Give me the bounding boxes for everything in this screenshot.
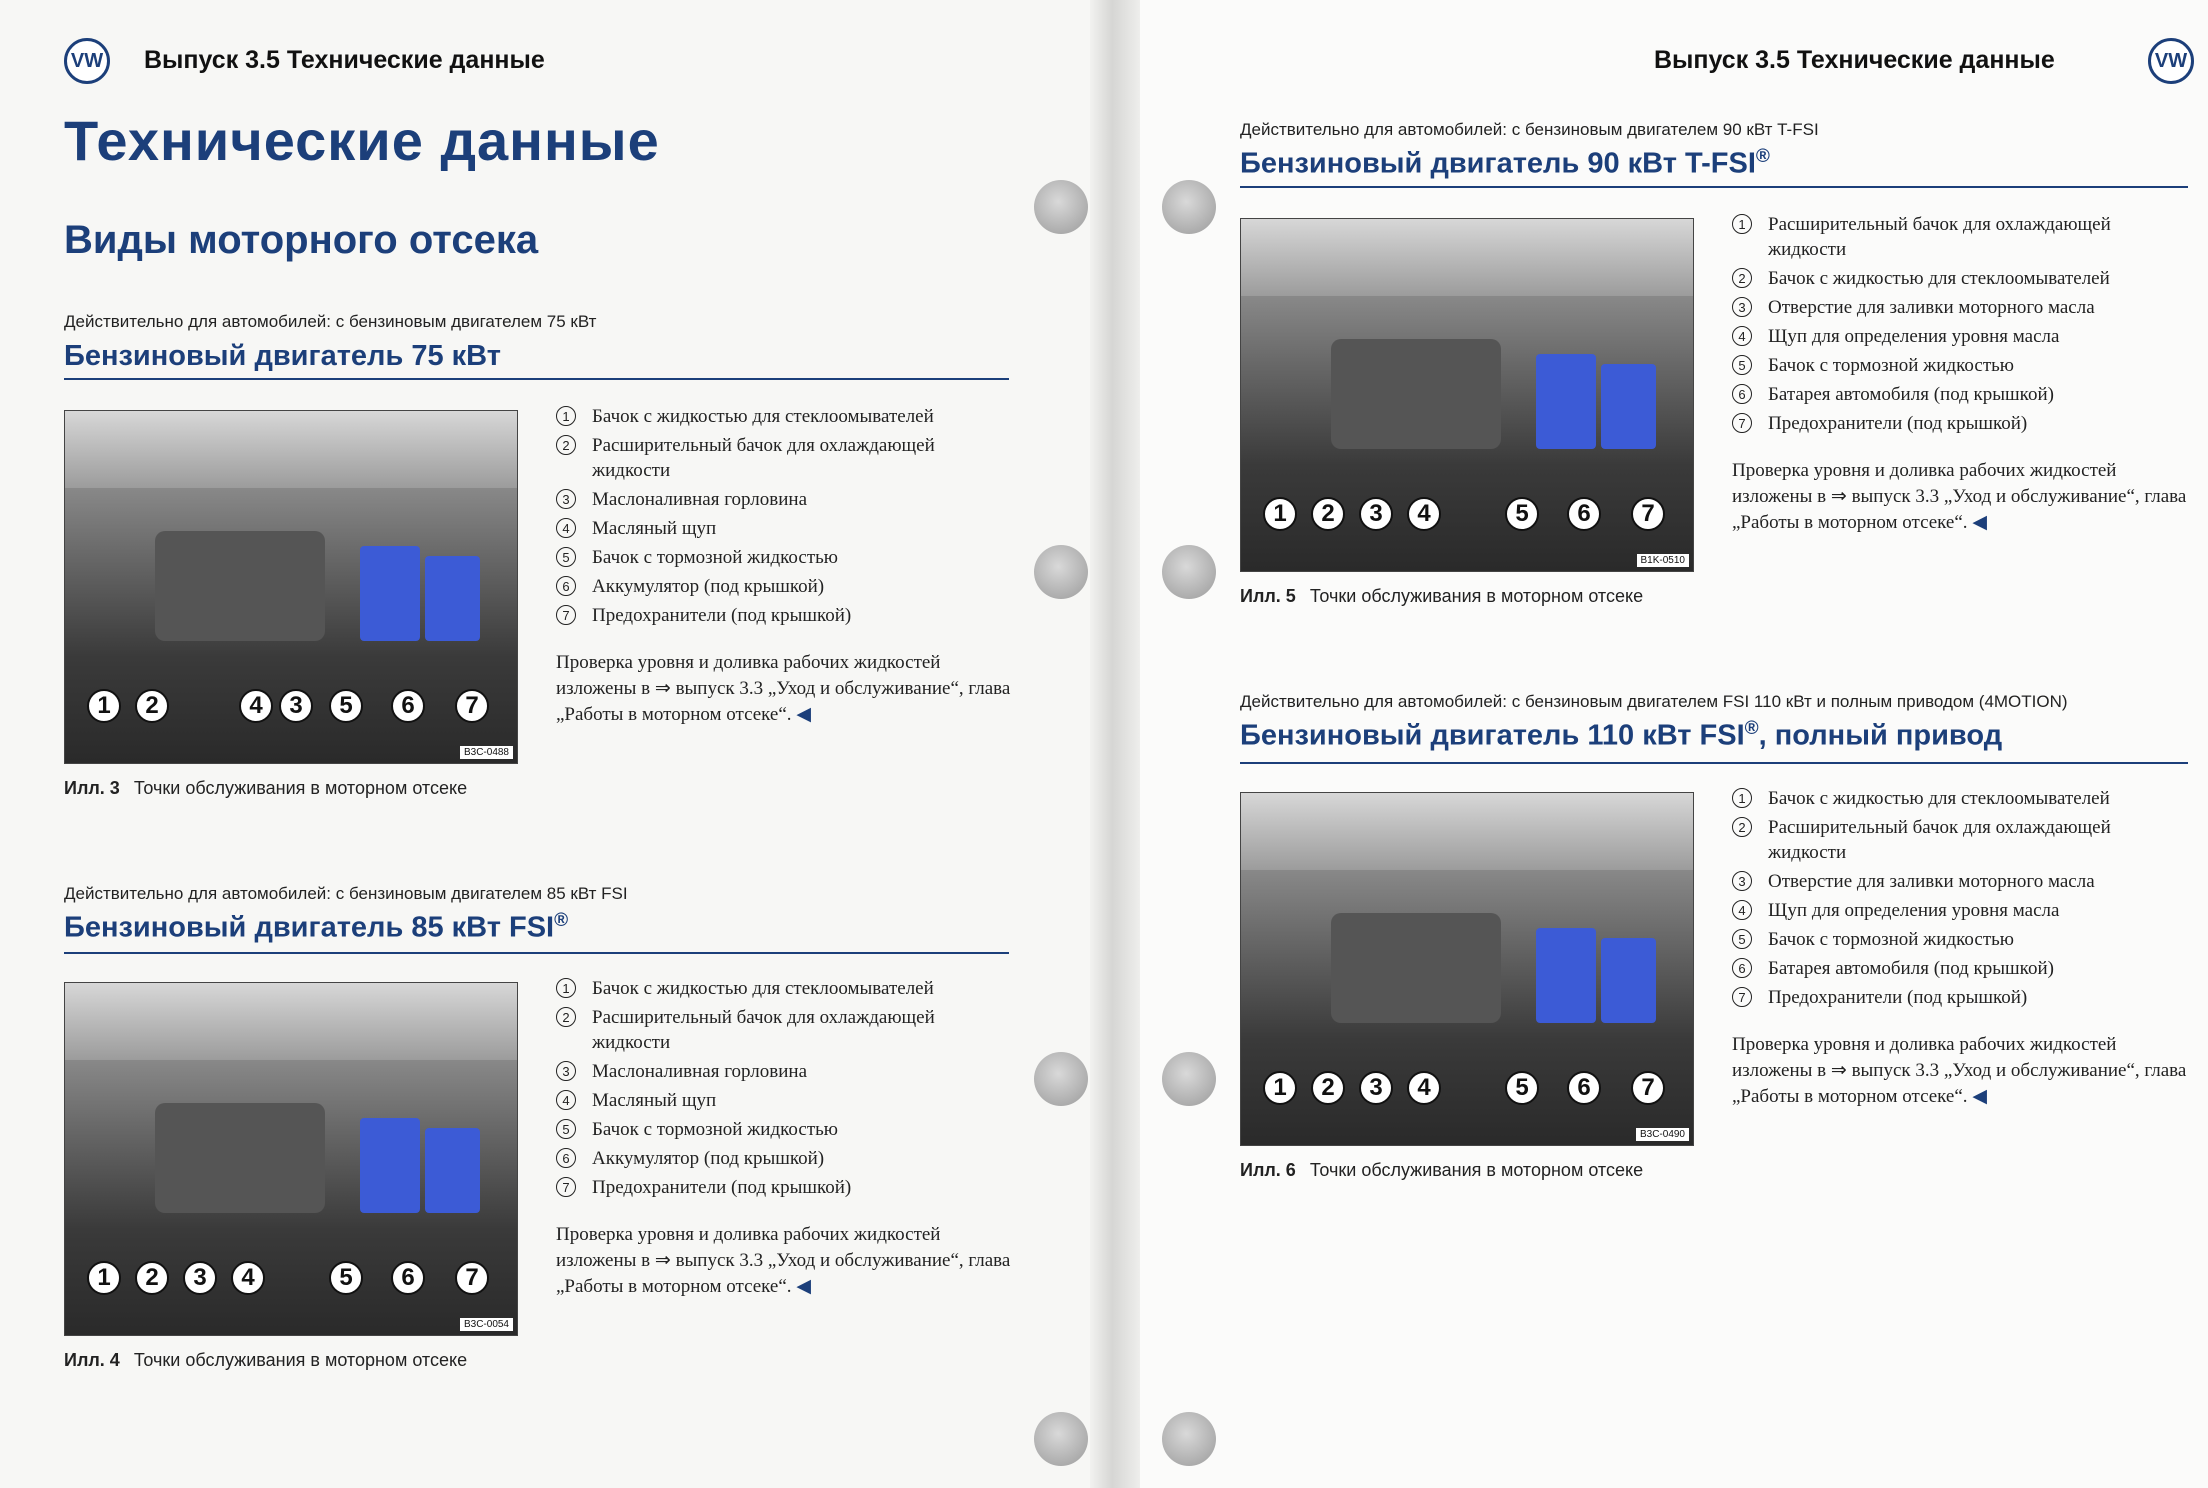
photo-code: B1K-0510 (1637, 554, 1689, 567)
callout-circle-icon: 2 (1732, 268, 1752, 288)
list-item-label: Предохранители (под крышкой) (1768, 987, 2028, 1008)
end-marker-icon: ◀ (796, 704, 811, 725)
registered-mark: ® (1744, 718, 1759, 739)
fuse-box-cover (360, 546, 420, 641)
list-item-label: Бачок с тормозной жидкостью (592, 547, 838, 568)
callout-number: 7 (1631, 1071, 1665, 1105)
list-item (1732, 898, 2192, 923)
binder-hole (1162, 545, 1216, 599)
callout-number: 4 (1407, 1071, 1441, 1105)
list-item (556, 516, 1016, 541)
list-item (556, 1088, 1016, 1113)
list-item (1732, 786, 2192, 811)
callout-number: 2 (1311, 1071, 1345, 1105)
list-item (556, 1175, 1016, 1200)
list-item-label: Предохранители (под крышкой) (1768, 413, 2028, 434)
figure-label: Илл. 3 (64, 778, 120, 798)
list-item (1732, 353, 2192, 378)
maintenance-note-text: Проверка уровня и доливка рабочих жидкостей изложены в ⇒ выпуск 3.3 „Уход и обслуживание“, глава „Работы в моторном отсеке“. (556, 1224, 1011, 1297)
callout-number: 5 (1505, 497, 1539, 531)
list-item-label: Предохранители (под крышкой) (592, 1177, 852, 1198)
list-item (556, 487, 1016, 512)
list-item-label: Предохранители (под крышкой) (592, 605, 852, 626)
callout-number: 5 (329, 689, 363, 723)
maintenance-note (1732, 1032, 2192, 1110)
battery-cover (1601, 938, 1656, 1023)
engine-heading-text: Бензиновый двигатель 110 кВт FSI (1240, 719, 1745, 752)
list-item-label: Масляный щуп (592, 518, 717, 539)
vw-logo-icon: VW (2148, 38, 2194, 84)
fuse-box-cover (1536, 928, 1596, 1023)
applicability-note: Действительно для автомобилей: с бензиновым двигателем 90 кВт T-FSI (1240, 120, 1819, 139)
callout-number: 4 (239, 689, 273, 723)
list-item-label: Щуп для определения уровня масла (1768, 326, 2060, 347)
callout-number: 2 (1311, 497, 1345, 531)
callout-circle-icon: 7 (1732, 987, 1752, 1007)
callout-circle-icon: 2 (556, 435, 576, 455)
list-item (556, 1146, 1016, 1171)
list-item-label: Расширительный бачок для охлаждающей жидкости (592, 1007, 935, 1053)
page-header-left: Выпуск 3.5 Технические данные (144, 46, 545, 74)
battery-cover (1601, 364, 1656, 449)
list-item (1732, 266, 2192, 291)
figure-caption-text: Точки обслуживания в моторном отсеке (1309, 586, 1644, 606)
photo-code: B3C-0488 (460, 746, 513, 759)
parts-list (1732, 212, 2192, 440)
callout-circle-icon: 4 (1732, 900, 1752, 920)
list-item-label: Бачок с жидкостью для стеклоомывателей (1768, 268, 2110, 289)
callout-number: 5 (1505, 1071, 1539, 1105)
callout-circle-icon: 6 (556, 1148, 576, 1168)
callout-circle-icon: 6 (556, 576, 576, 596)
callout-circle-icon: 1 (1732, 214, 1752, 234)
list-item-label: Батарея автомобиля (под крышкой) (1768, 958, 2054, 979)
list-item-label: Расширительный бачок для охлаждающей жидкости (592, 435, 935, 481)
applicability-note: Действительно для автомобилей: с бензиновым двигателем FSI 110 кВт и полным приводом (4MOTION) (1240, 692, 2068, 711)
callout-number: 4 (231, 1261, 265, 1295)
figure-caption-text: Точки обслуживания в моторном отсеке (1309, 1160, 1644, 1180)
list-item (1732, 927, 2192, 952)
list-item-label: Отверстие для заливки моторного масла (1768, 871, 2095, 892)
battery-cover (425, 556, 480, 641)
callout-circle-icon: 6 (1732, 958, 1752, 978)
callout-circle-icon: 3 (1732, 297, 1752, 317)
maintenance-note (1732, 458, 2192, 536)
registered-mark: ® (554, 910, 569, 931)
section-rule (64, 378, 1009, 380)
figure-label: Илл. 6 (1240, 1160, 1296, 1180)
list-item (1732, 411, 2192, 436)
hood-underside (65, 983, 517, 1060)
engine-heading-text: Бензиновый двигатель 90 кВт T-FSI (1240, 147, 1756, 180)
engine-bay-photo (1240, 792, 1694, 1146)
end-marker-icon: ◀ (1972, 512, 1987, 533)
list-item-label: Бачок с тормозной жидкостью (1768, 929, 2014, 950)
end-marker-icon: ◀ (1972, 1086, 1987, 1107)
callout-number: 2 (135, 689, 169, 723)
list-item (1732, 295, 2192, 320)
fuse-box-cover (1536, 354, 1596, 449)
hood-underside (1241, 793, 1693, 870)
list-item-label: Бачок с жидкостью для стеклоомывателей (1768, 788, 2110, 809)
list-item-label: Маслоналивная горловина (592, 1061, 808, 1082)
applicability-note: Действительно для автомобилей: с бензиновым двигателем 75 кВт (64, 312, 597, 331)
maintenance-note-text: Проверка уровня и доливка рабочих жидкостей изложены в ⇒ выпуск 3.3 „Уход и обслуживание“, глава „Работы в моторном отсеке“. (556, 652, 1011, 725)
figure-caption (1240, 1157, 1670, 1183)
engine-bay-photo (64, 410, 518, 764)
page-header-right: Выпуск 3.5 Технические данные (1654, 46, 2055, 74)
list-item-label: Аккумулятор (под крышкой) (592, 576, 825, 597)
callout-circle-icon: 1 (556, 978, 576, 998)
page-gutter (1090, 0, 1140, 1488)
binder-hole (1162, 180, 1216, 234)
engine-bay-photo (64, 982, 518, 1336)
callout-number: 2 (135, 1261, 169, 1295)
figure-caption (1240, 583, 1670, 609)
callout-circle-icon: 4 (556, 518, 576, 538)
callout-number: 5 (329, 1261, 363, 1295)
callout-circle-icon: 7 (1732, 413, 1752, 433)
list-item (1732, 869, 2192, 894)
list-item (1732, 956, 2192, 981)
list-item (556, 574, 1016, 599)
callout-circle-icon: 3 (556, 489, 576, 509)
hood-underside (1241, 219, 1693, 296)
engine-bay-photo (1240, 218, 1694, 572)
page-title: Технические данные (64, 109, 660, 172)
callout-circle-icon: 5 (556, 547, 576, 567)
callout-number: 6 (391, 689, 425, 723)
callout-number: 1 (1263, 497, 1297, 531)
list-item-label: Бачок с тормозной жидкостью (592, 1119, 838, 1140)
figure-caption (64, 1347, 494, 1373)
engine-cover (155, 1103, 325, 1213)
callout-number: 7 (455, 1261, 489, 1295)
callout-circle-icon: 7 (556, 1177, 576, 1197)
applicability-note: Действительно для автомобилей: с бензиновым двигателем 85 кВт FSI (64, 884, 628, 903)
binder-hole (1034, 1412, 1088, 1466)
figure-caption-text: Точки обслуживания в моторном отсеке (133, 778, 468, 798)
parts-list (1732, 786, 2192, 1014)
parts-list (556, 976, 1016, 1204)
engine-heading-tail: , полный привод (1758, 719, 2003, 752)
engine-cover (1331, 913, 1501, 1023)
callout-circle-icon: 7 (556, 605, 576, 625)
end-marker-icon: ◀ (796, 1276, 811, 1297)
callout-circle-icon: 1 (556, 406, 576, 426)
maintenance-note-text: Проверка уровня и доливка рабочих жидкостей изложены в ⇒ выпуск 3.3 „Уход и обслуживание“, глава „Работы в моторном отсеке“. (1732, 1034, 2187, 1107)
photo-code: B3C-0490 (1636, 1128, 1689, 1141)
binder-hole (1034, 545, 1088, 599)
registered-mark: ® (1755, 146, 1770, 167)
list-item (556, 404, 1016, 429)
engine-cover (155, 531, 325, 641)
list-item (1732, 212, 2192, 262)
figure-label: Илл. 5 (1240, 586, 1296, 606)
maintenance-note (556, 650, 1016, 728)
figure-label: Илл. 4 (64, 1350, 120, 1370)
vw-logo-icon: VW (64, 38, 110, 84)
fuse-box-cover (360, 1118, 420, 1213)
hood-underside (65, 411, 517, 488)
callout-circle-icon: 4 (1732, 326, 1752, 346)
list-item-label: Маслоналивная горловина (592, 489, 808, 510)
callout-number: 7 (1631, 497, 1665, 531)
section-rule (1240, 762, 2188, 764)
list-item (556, 545, 1016, 570)
callout-number: 1 (1263, 1071, 1297, 1105)
callout-number: 4 (1407, 497, 1441, 531)
list-item-label: Бачок с жидкостью для стеклоомывателей (592, 978, 934, 999)
list-item-label: Бачок с жидкостью для стеклоомывателей (592, 406, 934, 427)
maintenance-note (556, 1222, 1016, 1300)
list-item (1732, 382, 2192, 407)
callout-circle-icon: 4 (556, 1090, 576, 1110)
list-item (556, 433, 1016, 483)
figure-caption-text: Точки обслуживания в моторном отсеке (133, 1350, 468, 1370)
list-item-label: Масляный щуп (592, 1090, 717, 1111)
callout-number: 1 (87, 689, 121, 723)
engine-heading (1240, 718, 2002, 753)
callout-circle-icon: 5 (1732, 355, 1752, 375)
callout-number: 1 (87, 1261, 121, 1295)
list-item-label: Аккумулятор (под крышкой) (592, 1148, 825, 1169)
binder-hole (1034, 1052, 1088, 1106)
callout-number: 3 (1359, 497, 1393, 531)
section-rule (64, 952, 1009, 954)
list-item-label: Отверстие для заливки моторного масла (1768, 297, 2095, 318)
callout-circle-icon: 3 (556, 1061, 576, 1081)
callout-number: 3 (279, 689, 313, 723)
parts-list (556, 404, 1016, 632)
list-item (1732, 324, 2192, 349)
callout-circle-icon: 5 (556, 1119, 576, 1139)
list-item-label: Щуп для определения уровня масла (1768, 900, 2060, 921)
callout-circle-icon: 1 (1732, 788, 1752, 808)
list-item (556, 603, 1016, 628)
battery-cover (425, 1128, 480, 1213)
callout-circle-icon: 6 (1732, 384, 1752, 404)
callout-circle-icon: 3 (1732, 871, 1752, 891)
list-item (556, 1117, 1016, 1142)
engine-heading-text: Бензиновый двигатель 85 кВт FSI (64, 911, 555, 944)
callout-circle-icon: 2 (1732, 817, 1752, 837)
engine-heading (64, 910, 568, 945)
binder-hole (1162, 1412, 1216, 1466)
list-item (1732, 815, 2192, 865)
binder-hole (1162, 1052, 1216, 1106)
figure-caption (64, 775, 494, 801)
engine-heading (64, 340, 501, 373)
callout-number: 6 (391, 1261, 425, 1295)
engine-heading-text: Бензиновый двигатель 75 кВт (64, 340, 501, 372)
callout-circle-icon: 2 (556, 1007, 576, 1027)
engine-heading (1240, 146, 1770, 181)
callout-number: 3 (1359, 1071, 1393, 1105)
list-item (556, 1059, 1016, 1084)
callout-number: 3 (183, 1261, 217, 1295)
engine-cover (1331, 339, 1501, 449)
list-item (1732, 985, 2192, 1010)
list-item-label: Бачок с тормозной жидкостью (1768, 355, 2014, 376)
list-item-label: Батарея автомобиля (под крышкой) (1768, 384, 2054, 405)
list-item-label: Расширительный бачок для охлаждающей жидкости (1768, 214, 2111, 260)
section-rule (1240, 186, 2188, 188)
photo-code: B3C-0054 (460, 1318, 513, 1331)
list-item-label: Расширительный бачок для охлаждающей жидкости (1768, 817, 2111, 863)
binder-hole (1034, 180, 1088, 234)
section-title: Виды моторного отсека (64, 218, 539, 262)
list-item (556, 976, 1016, 1001)
callout-number: 7 (455, 689, 489, 723)
callout-number: 6 (1567, 1071, 1601, 1105)
callout-circle-icon: 5 (1732, 929, 1752, 949)
callout-number: 6 (1567, 497, 1601, 531)
maintenance-note-text: Проверка уровня и доливка рабочих жидкостей изложены в ⇒ выпуск 3.3 „Уход и обслуживание“, глава „Работы в моторном отсеке“. (1732, 460, 2187, 533)
list-item (556, 1005, 1016, 1055)
